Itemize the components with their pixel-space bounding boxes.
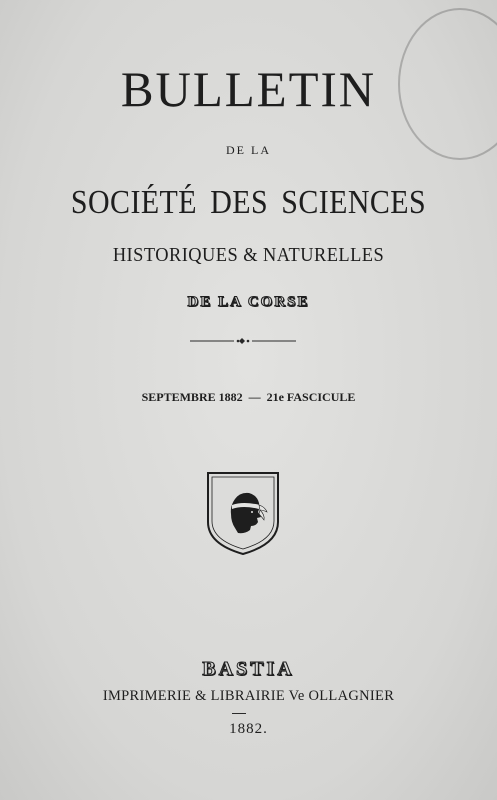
cover-corse: DE LA CORSE bbox=[187, 294, 310, 310]
ornamental-rule-icon bbox=[190, 334, 296, 348]
imprint-rule bbox=[232, 713, 246, 714]
corsican-moor-head-shield-icon bbox=[205, 470, 281, 556]
issue-fascicule: 21e FASCICULE bbox=[266, 390, 356, 404]
issue-separator: — bbox=[248, 390, 261, 404]
cover-societe: SOCIÉTÉ DES SCIENCES bbox=[70, 184, 427, 221]
cover-historiques: HISTORIQUES & NATURELLES bbox=[112, 244, 385, 266]
cover-title: BULLETIN bbox=[120, 61, 377, 117]
cover-de-la: DE LA bbox=[226, 143, 271, 157]
issue-date: SEPTEMBRE 1882 bbox=[141, 390, 243, 404]
imprint-city: BASTIA bbox=[202, 658, 295, 680]
imprint-year: 1882. bbox=[229, 721, 268, 737]
imprint-printer: IMPRIMERIE & LIBRAIRIE Ve OLLAGNIER bbox=[102, 688, 395, 704]
issue-line bbox=[0, 390, 497, 405]
